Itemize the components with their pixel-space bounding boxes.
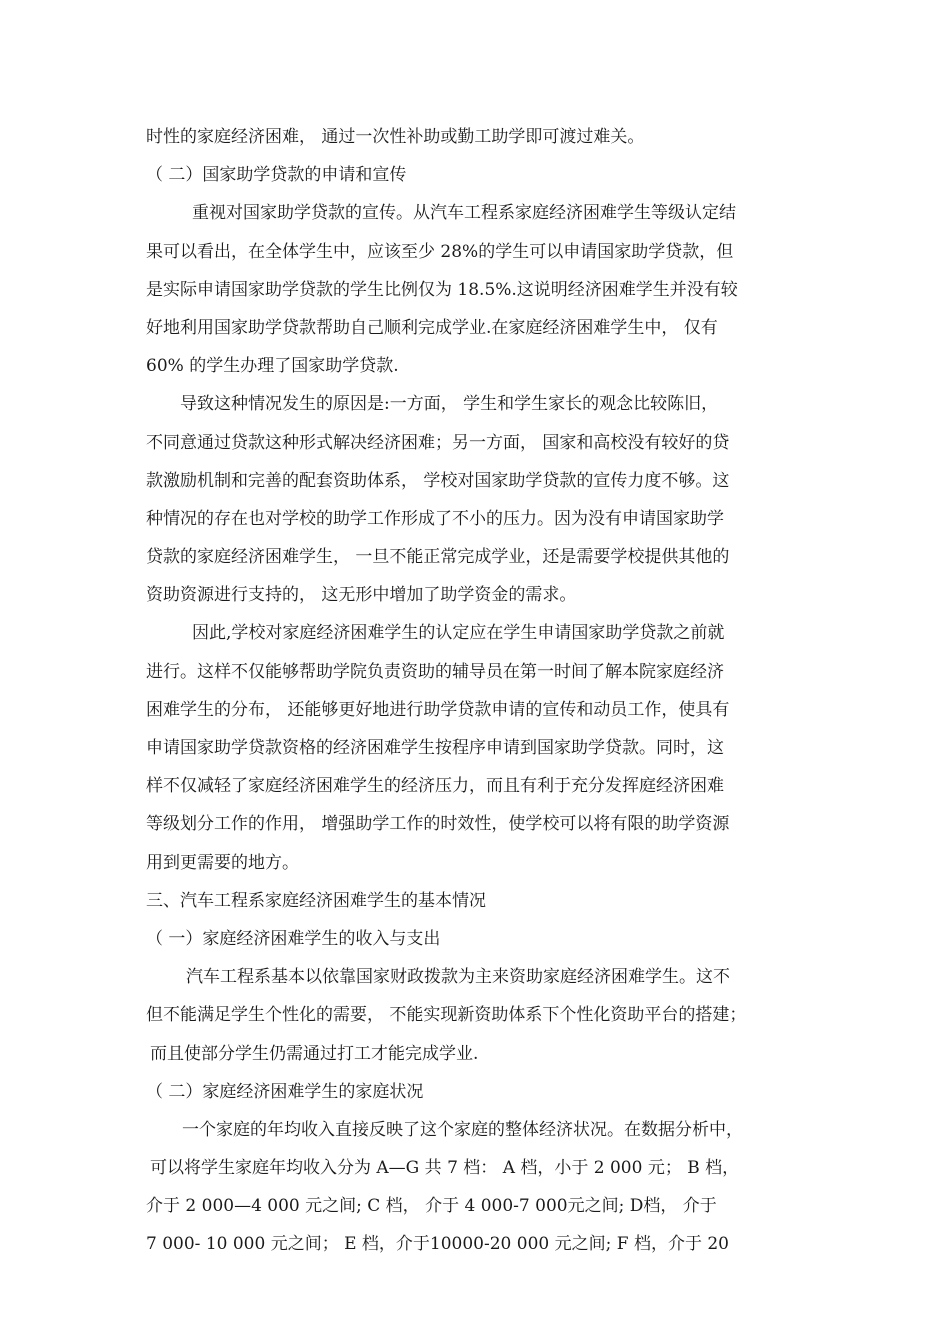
section-heading: （ 二）国家助学贷款的申请和宣传	[146, 165, 407, 186]
paragraph-line: 款激励机制和完善的配套资助体系， 学校对国家助学贷款的宣传力度不够。这	[146, 470, 730, 491]
paragraph-line: 用到更需要的地方。	[146, 852, 299, 873]
paragraph-line: 时性的家庭经济困难， 通过一次性补助或勤工助学即可渡过难关。	[146, 127, 645, 147]
paragraph-line: 贷款的家庭经济困难学生， 一旦不能正常完成学业，还是需要学校提供其他的	[146, 547, 730, 568]
paragraph-line: 7 000- 10 000 元之间； E 档，介于10000-20 000 元之间; F 档，介于 20	[146, 1234, 729, 1255]
paragraph-line: 种情况的存在也对学校的助学工作形成了不小的压力。因为没有申请国家助学	[146, 508, 724, 529]
paragraph-line: 因此,学校对家庭经济困难学生的认定应在学生申请国家助学贷款之前就	[192, 623, 725, 644]
paragraph-line: 介于 2 000—4 000 元之间; C 档， 介于 4 000-7 000元之间; D档， 介于	[146, 1196, 717, 1217]
paragraph-line: 导致这种情况发生的原因是:一方面， 学生和学生家长的观念比较陈旧，	[180, 394, 719, 415]
paragraph-line: 可以将学生家庭年均收入分为 A—G 共 7 档： A 档，小于 2 000 元； B 档，	[150, 1158, 740, 1179]
paragraph-line: 进行。这样不仅能够帮助学院负责资助的辅导员在第一时间了解本院家庭经济	[146, 661, 724, 682]
paragraph-line: 困难学生的分布， 还能够更好地进行助学贷款申请的宣传和动员工作，使具有	[146, 699, 730, 720]
paragraph-line: 汽车工程系基本以依靠国家财政拨款为主来资助家庭经济困难学生。这不	[186, 967, 730, 988]
paragraph-line: 重视对国家助学贷款的宣传。从汽车工程系家庭经济困难学生等级认定结	[192, 203, 736, 224]
paragraph-line: 申请国家助学贷款资格的经济困难学生按程序申请到国家助学贷款。同时，这	[146, 738, 724, 758]
document-page	[146, 118, 810, 1264]
paragraph-line: 等级划分工作的作用， 增强助学工作的时效性，使学校可以将有限的助学资源	[146, 814, 730, 835]
paragraph-line: 但不能满足学生个性化的需要， 不能实现新资助体系下个性化资助平台的搭建；	[146, 1005, 747, 1026]
paragraph-line: 样不仅减轻了家庭经济困难学生的经济压力，而且有利于充分发挥庭经济困难	[146, 776, 724, 797]
paragraph-line: 好地利用国家助学贷款帮助自己顺利完成学业.在家庭经济困难学生中， 仅有	[146, 317, 718, 338]
paragraph-line: 60% 的学生办理了国家助学贷款.	[146, 356, 399, 377]
paragraph-line: 是实际申请国家助学贷款的学生比例仅为 18.5%.这说明经济困难学生并没有较	[146, 279, 738, 300]
subsection-heading: （ 二）家庭经济困难学生的家庭状况	[146, 1081, 424, 1102]
paragraph-line: 资助资源进行支持的， 这无形中增加了助学资金的需求。	[146, 585, 577, 606]
paragraph-line: 而且使部分学生仍需通过打工才能完成学业.	[150, 1043, 479, 1064]
paragraph-line: 一个家庭的年均收入直接反映了这个家庭的整体经济状况。在数据分析中，	[182, 1119, 743, 1140]
subsection-heading: （ 一）家庭经济困难学生的收入与支出	[146, 928, 441, 949]
section-heading: 三、汽车工程系家庭经济困难学生的基本情况	[146, 890, 486, 911]
paragraph-line: 果可以看出，在全体学生中，应该至少 28%的学生可以申请国家助学贷款，但	[146, 241, 734, 262]
paragraph-line: 不同意通过贷款这种形式解决经济困难；另一方面， 国家和高校没有较好的贷	[146, 432, 730, 453]
